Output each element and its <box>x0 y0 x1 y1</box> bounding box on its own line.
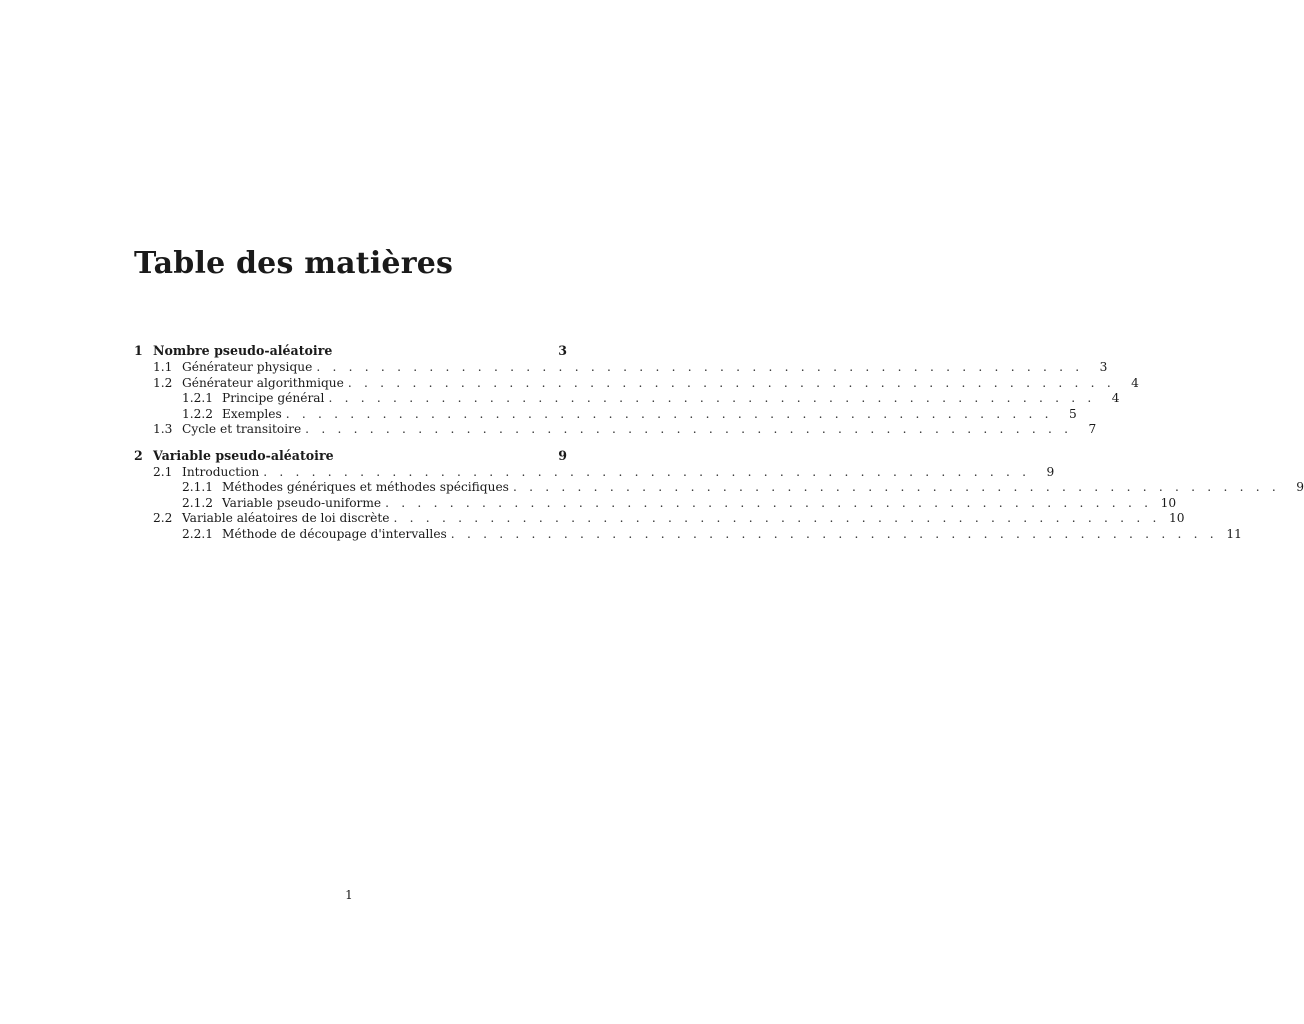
toc-label: Méthodes génériques et méthodes spécifiques <box>222 480 509 494</box>
toc-number: 1.2.2 <box>182 406 214 421</box>
toc-entry-1-1[interactable] <box>134 360 1108 376</box>
toc-page: 9 <box>1296 480 1304 494</box>
toc-number: 1.2 <box>153 375 173 390</box>
toc-label: Générateur physique <box>182 360 313 374</box>
toc-page: 10 <box>1160 495 1177 510</box>
toc-number: 2.1.2 <box>182 495 214 510</box>
toc-page: 11 <box>1226 526 1242 541</box>
toc-label: Variable pseudo-uniforme <box>222 495 382 510</box>
toc-leader-dots: . . . . . . . . . . . . . . . . . . . . . . . . . . . . . . . . . . . . . . . . . . . . . . . . <box>385 495 1153 510</box>
toc-leader-dots: . . . . . . . . . . . . . . . . . . . . . . . . . . . . . . . . . . . . . . . . . . . . . . . . <box>347 375 1115 390</box>
toc-label: Introduction <box>182 464 260 479</box>
toc-page: 10 <box>1169 511 1185 525</box>
toc-page: 3 <box>1099 360 1108 374</box>
toc-entry-2-2-1[interactable] <box>134 526 1242 543</box>
toc-label: Nombre pseudo-aléatoire <box>153 343 333 358</box>
toc-number: 1 <box>134 343 143 358</box>
toc-leader-dots: . . . . . . . . . . . . . . . . . . . . . . . . . . . . . . . . . . . . . . . . . . . . . . . . <box>450 526 1218 541</box>
toc-page: 5 <box>1069 406 1077 421</box>
toc-entry-2-1-1[interactable] <box>134 480 1304 496</box>
toc-number: 2.2 <box>153 511 173 525</box>
toc-number: 2.2.1 <box>182 526 214 541</box>
toc-section <box>134 446 1304 543</box>
toc-page: 7 <box>1088 422 1097 436</box>
toc-leader-dots: . . . . . . . . . . . . . . . . . . . . . . . . . . . . . . . . . . . . . . . . . . . . . . . . <box>512 480 1280 494</box>
toc-number: 2.1 <box>153 464 173 479</box>
toc-entry-1-2-2[interactable] <box>134 406 1077 423</box>
toc-number: 2.1.1 <box>182 480 214 494</box>
toc-entry-2-1[interactable] <box>134 464 1055 481</box>
toc-page: 4 <box>1131 375 1139 390</box>
toc-label: Cycle et transitoire <box>182 422 302 436</box>
toc-leader-dots: . . . . . . . . . . . . . . . . . . . . . . . . . . . . . . . . . . . . . . . . . . . . . . . . <box>316 360 1084 374</box>
toc-leader-dots: . . . . . . . . . . . . . . . . . . . . . . . . . . . . . . . . . . . . . . . . . . . . . . . . <box>263 464 1031 479</box>
toc-leader-dots: . . . . . . . . . . . . . . . . . . . . . . . . . . . . . . . . . . . . . . . . . . . . . . . . <box>328 391 1096 405</box>
toc-entry-2-2[interactable] <box>134 511 1185 527</box>
page-title: Table des matières <box>134 246 454 281</box>
toc-page: 9 <box>558 447 567 463</box>
toc-number: 1.3 <box>153 422 173 436</box>
toc-entry-section-1[interactable] <box>134 341 567 360</box>
toc-entry-1-2[interactable] <box>134 375 1139 392</box>
toc-page: 4 <box>1111 391 1120 405</box>
toc-leader-dots: . . . . . . . . . . . . . . . . . . . . . . . . . . . . . . . . . . . . . . . . . . . . . . . . <box>305 422 1073 436</box>
table-of-contents <box>134 341 1304 550</box>
toc-label: Variable pseudo-aléatoire <box>153 447 334 463</box>
toc-section <box>134 341 1139 438</box>
toc-entry-section-2[interactable] <box>134 446 567 465</box>
toc-leader-dots: . . . . . . . . . . . . . . . . . . . . . . . . . . . . . . . . . . . . . . . . . . . . . . . . <box>393 511 1161 525</box>
toc-number: 1.2.1 <box>182 391 214 405</box>
toc-label: Générateur algorithmique <box>182 375 344 390</box>
toc-number: 2 <box>134 447 143 463</box>
page-number: 1 <box>345 888 353 902</box>
toc-label: Exemples <box>222 406 282 421</box>
toc-number: 1.1 <box>153 360 173 374</box>
toc-page: 9 <box>1046 464 1055 479</box>
toc-entry-1-3[interactable] <box>134 422 1097 438</box>
toc-label: Variable aléatoires de loi discrète <box>182 511 390 525</box>
toc-entry-1-2-1[interactable] <box>134 391 1120 407</box>
toc-entry-2-1-2[interactable] <box>134 495 1177 512</box>
toc-label: Méthode de découpage d'intervalles <box>222 526 447 541</box>
toc-page: 3 <box>558 343 567 358</box>
toc-label: Principe général <box>222 391 325 405</box>
toc-leader-dots: . . . . . . . . . . . . . . . . . . . . . . . . . . . . . . . . . . . . . . . . . . . . . . . . <box>285 406 1053 421</box>
